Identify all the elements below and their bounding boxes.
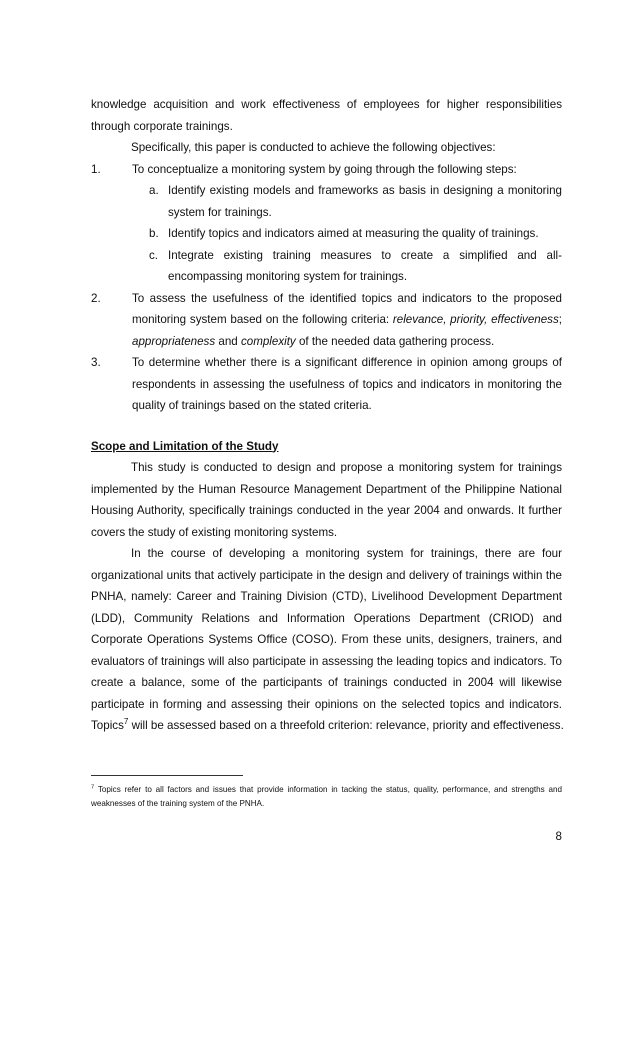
section-heading: Scope and Limitation of the Study [91,439,279,453]
step-text-continuation: encompassing monitoring system for trainings. [168,270,408,283]
topics-word: Topics [91,719,124,732]
footnote-line [91,783,562,797]
body-text-line: PNHA, namely: Career and Training Division (CTD), Livelihood Development Department [91,590,562,603]
step-text-continuation: system for trainings. [168,205,272,219]
page-number: 8 [555,830,562,843]
step-text: Identify existing models and frameworks as basis in designing a monitoring [168,184,562,197]
footnote-line: weaknesses of the training system of the PNHA. [91,799,265,808]
objective-text: To conceptualize a monitoring system by going through the following steps: [132,162,517,176]
body-text-line: through corporate trainings. [91,119,233,133]
footnote [91,783,562,811]
criteria-italic: relevance, priority, effectiveness [392,313,559,326]
body-text-line: covers the study of existing monitoring systems. [91,525,338,539]
page-body [91,94,562,737]
objective-item [91,352,562,374]
criteria-italic: complexity [240,334,296,348]
body-text-line: create a balance, some of the participants of trainings conducted in 2004 will likewise [91,676,562,689]
criteria-connector: and [215,334,241,348]
objective-number: 3. [91,356,101,369]
body-text-line: organizational units that actively participate in the design and delivery of trainings within the [91,568,562,582]
body-text-line: participate in forming and assessing their opinions on the selected topics and indicators. [91,697,562,711]
objective-item [91,288,562,310]
objective-text: To assess the usefulness of the identified topics and indicators to the proposed [132,291,562,305]
objective-text-continuation [91,331,562,353]
objective-text-continuation: quality of trainings based on the stated criteria. [132,399,372,412]
objective-step [91,180,562,202]
body-text-line: In the course of developing a monitoring system for trainings, there are four [131,547,562,560]
body-text-line: knowledge acquisition and work effectiveness of employees for higher responsibilities [91,98,562,111]
body-text-line: implemented by the Human Resource Management Department of the Philippine National [91,482,562,496]
step-text: Identify topics and indicators aimed at measuring the quality of trainings. [168,227,539,240]
objective-text-continuation: respondents in assessing the usefulness of topics and indicators in monitoring the [132,377,562,391]
step-letter: c. [149,248,159,262]
criteria-italic: appropriateness [132,334,216,348]
step-letter: a. [149,184,159,197]
criteria-suffix: of the needed data gathering process. [295,334,495,348]
objective-number: 2. [91,291,101,305]
objective-text: To determine whether there is a significant difference in opinion among groups of [132,356,562,369]
footnote-separator [91,775,243,776]
criteria-suffix: ; [558,313,562,326]
body-text-line: Corporate Operations Systems Office (COSO). From these units, designers, trainers, and [91,633,562,646]
footnote-text: Topics refer to all factors and issues that provide information in tacking the status, quality, performance, and strengths and [94,785,562,794]
objective-step [91,223,562,245]
objectives-intro: Specifically, this paper is conducted to achieve the following objectives: [131,141,496,154]
body-text-line: (LDD), Community Relations and Information Operations Department (CRIOD) and [91,611,562,625]
step-text: Integrate existing training measures to create a simplified and all- [168,248,562,262]
criteria-prefix: monitoring system based on the following criteria: [132,313,393,326]
step-letter: b. [149,227,159,240]
footnote-reference: 7 [123,717,129,727]
objective-item [91,159,562,181]
body-text-line: This study is conducted to design and propose a monitoring system for trainings [131,461,562,474]
body-text-line: evaluators of trainings will also participate in assessing the leading topics and indicators. To [91,654,562,668]
footnote-marker: 7 [91,784,95,791]
body-text-rest: will be assessed based on a threefold criterion: relevance, priority and effectiveness. [128,719,564,732]
body-text-line [91,715,562,737]
body-text-line: Housing Authority, specifically trainings conducted in the year 2004 and onwards. It further [91,504,562,517]
objective-text-continuation [91,309,562,331]
objective-step [91,245,562,267]
objective-number: 1. [91,162,101,176]
